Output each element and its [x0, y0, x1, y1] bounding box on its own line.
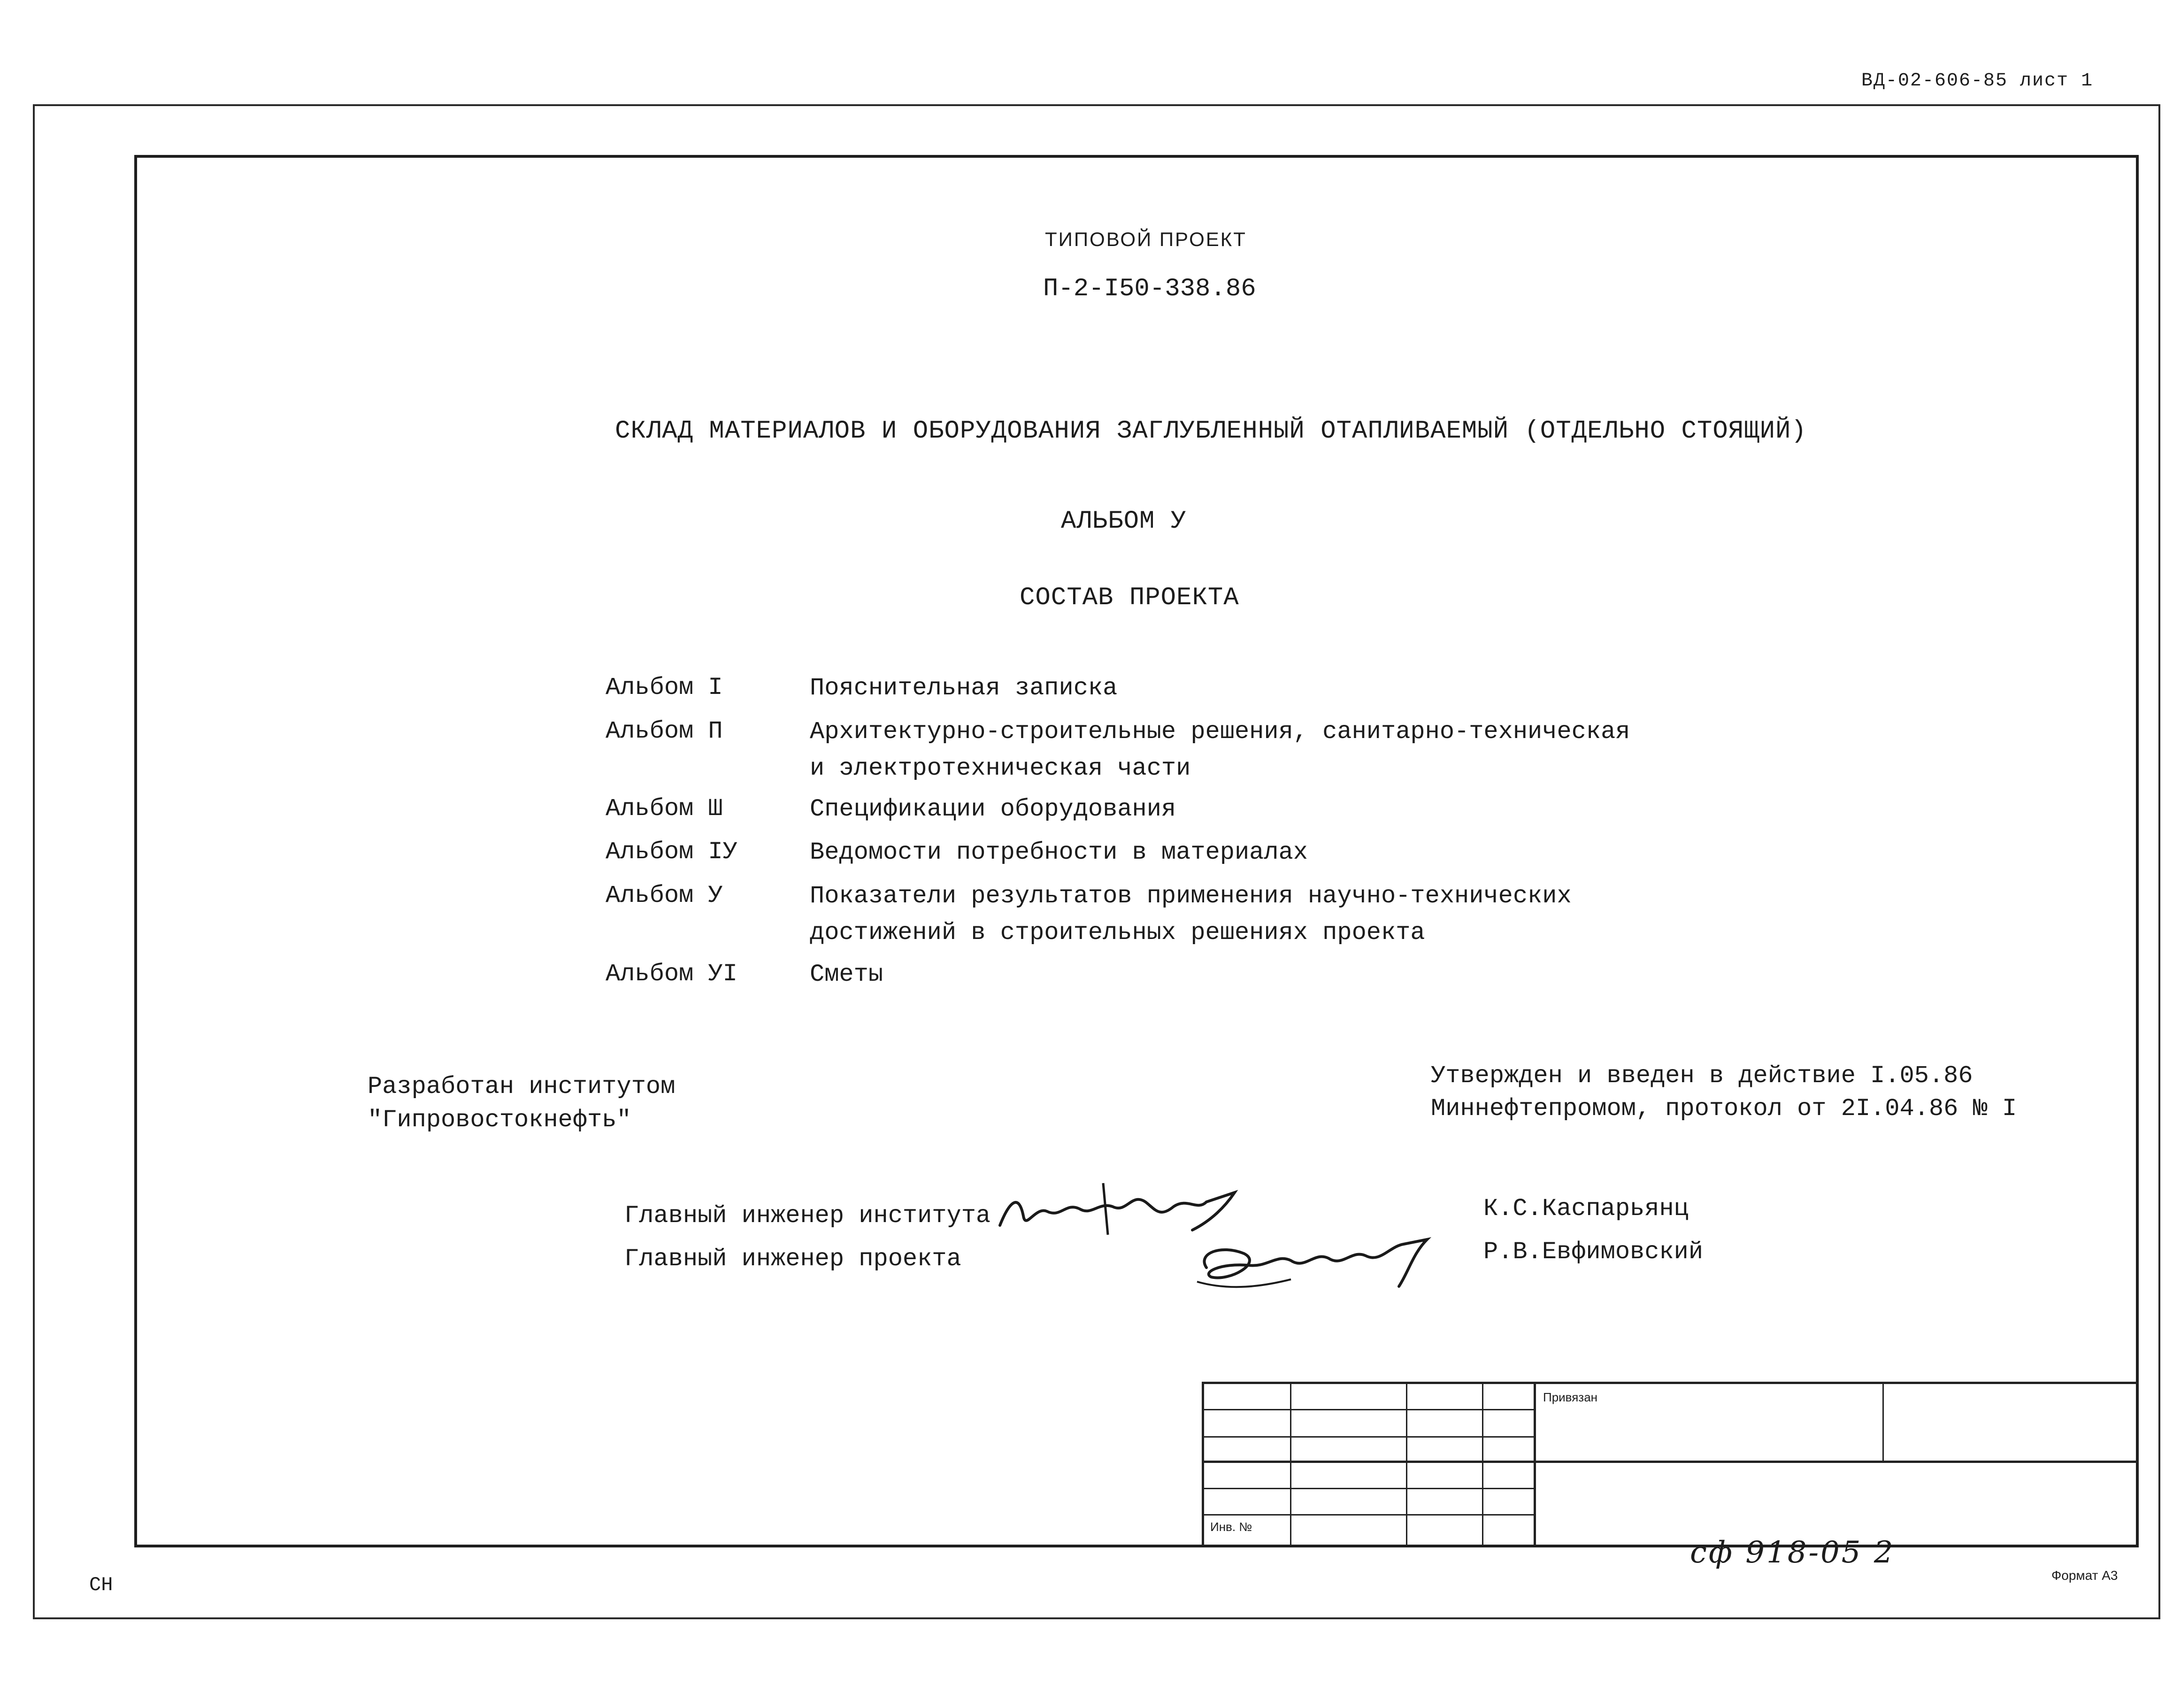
sheet-reference: ВД-02-606-85 лист 1: [1861, 70, 2094, 92]
approval-line-1: Утвержден и введен в действие I.05.86: [1431, 1062, 1973, 1090]
album-row: [606, 674, 1591, 711]
album-row: [606, 960, 1591, 998]
album-description: Спецификации оборудования: [810, 795, 1176, 823]
album-row: [606, 717, 1630, 792]
album-row: [606, 882, 1591, 957]
album-label: Альбом П: [606, 717, 723, 745]
inventory-number-label: Инв. №: [1210, 1520, 1252, 1534]
album-description: Архитектурно-строительные решения, санитарно-техническая и электротехническая части: [810, 718, 1630, 782]
album-description: Ведомости потребности в материалах: [810, 839, 1308, 866]
album-label: Альбом IУ: [606, 838, 737, 866]
album-label: Альбом У: [606, 882, 723, 909]
document-title: СКЛАД МАТЕРИАЛОВ И ОБОРУДОВАНИЯ ЗАГЛУБЛЕННЫЙ ОТАПЛИВАЕМЫЙ (ОТДЕЛЬНО СТОЯЩИЙ): [615, 417, 1807, 446]
project-code: П-2-І50-338.86: [1043, 275, 1256, 303]
developer-line-1: Разработан институтом: [368, 1073, 676, 1100]
album-label: Альбом УI: [606, 960, 737, 988]
handwritten-code: сф 918-05 2: [1690, 1535, 1895, 1570]
album-description: Сметы: [810, 961, 883, 988]
stamp-table: [1202, 1382, 2139, 1545]
developer-line-2: "Гипровостокнефть": [368, 1106, 631, 1134]
format-label: Формат А3: [2051, 1568, 2118, 1583]
signature-project-icon: [1192, 1225, 1436, 1296]
chief-engineer-project-label: Главный инженер проекта: [624, 1245, 961, 1273]
bound-label: Привязан: [1543, 1390, 1598, 1404]
album-row: [606, 838, 1591, 876]
album-label: Альбом Ш: [606, 795, 723, 823]
chief-engineer-institute-label: Главный инженер института: [624, 1202, 991, 1230]
album-number: АЛЬБОМ У: [1061, 507, 1187, 536]
album-label: Альбом I: [606, 674, 723, 701]
project-type-label: ТИПОВОЙ ПРОЕКТ: [1045, 228, 1247, 250]
contents-heading: СОСТАВ ПРОЕКТА: [1020, 584, 1239, 612]
album-description: Пояснительная записка: [810, 674, 1118, 702]
chief-engineer-project-name: Р.В.Евфимовский: [1483, 1238, 1704, 1266]
album-row: [606, 795, 1591, 832]
left-mark: СН: [89, 1574, 113, 1596]
album-description: Показатели результатов применения научно-технических достижений в строительных решениях проекта: [810, 882, 1572, 946]
approval-line-2: Миннефтепромом, протокол от 2I.04.86 № I: [1431, 1095, 2017, 1123]
chief-engineer-institute-name: К.С.Каспарьянц: [1483, 1195, 1689, 1223]
